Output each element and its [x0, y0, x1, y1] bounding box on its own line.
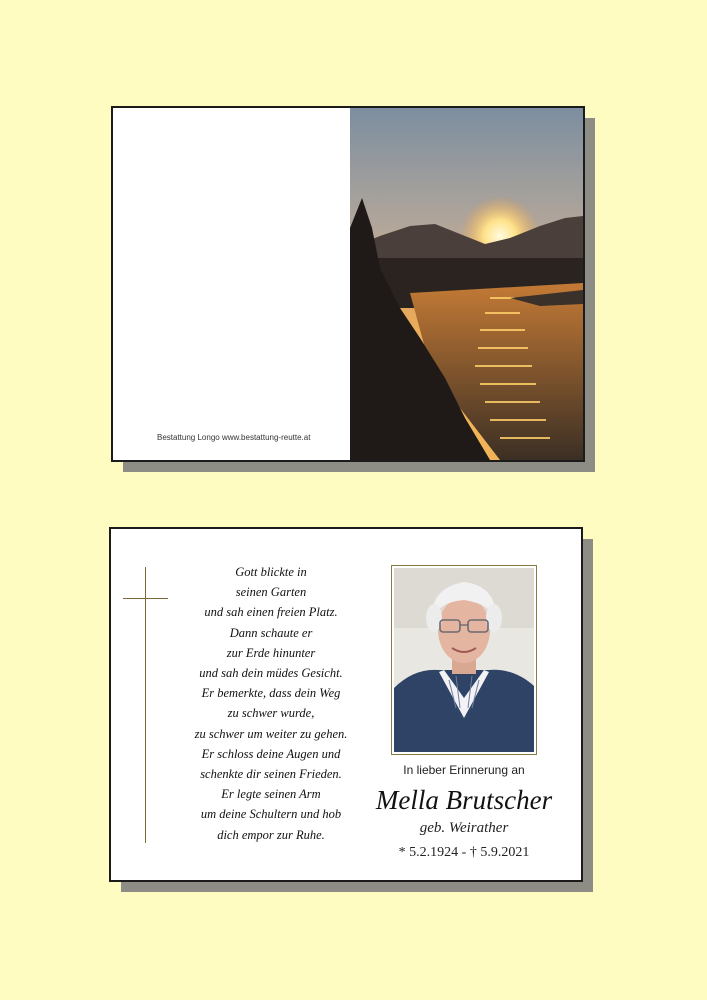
poem-line: und sah einen freien Platz. — [204, 605, 338, 620]
poem-line: zur Erde hinunter — [226, 645, 316, 660]
poem-line: Er legte seinen Arm — [221, 787, 321, 802]
poem-line: Er bemerkte, dass dein Weg — [201, 686, 341, 701]
poem-line: dich empor zur Ruhe. — [217, 827, 325, 842]
in-memory-line: In lieber Erinnerung an — [403, 763, 525, 777]
poem-line: zu schwer um weiter zu gehen. — [194, 726, 348, 741]
portrait-photo — [391, 565, 537, 755]
poem-line: zu schwer wurde, — [227, 706, 315, 721]
poem-line: Dann schaute er — [229, 625, 313, 640]
deceased-name: Mella Brutscher — [375, 785, 553, 815]
cross-horizontal-bar — [123, 598, 168, 599]
poem-line: Er schloss deine Augen und — [201, 746, 341, 761]
poem-line: Gott blickte in — [235, 565, 307, 579]
birth-name: geb. Weirather — [419, 820, 509, 836]
cross-vertical-bar — [145, 567, 146, 843]
funeral-home-imprint: Bestattung Longo www.bestattung-reutte.at — [157, 433, 311, 442]
back-card — [109, 527, 583, 882]
memorial-poem — [171, 562, 371, 845]
poem-line: seinen Garten — [235, 585, 307, 600]
front-card-blank-panel — [113, 108, 350, 460]
sunset-river-photo — [350, 108, 583, 460]
poem-line: und sah dein müdes Gesicht. — [199, 666, 343, 681]
front-card — [111, 106, 585, 462]
poem-line: um deine Schultern und hob — [200, 807, 342, 822]
life-dates: * 5.2.1924 - † 5.9.2021 — [398, 845, 530, 860]
poem-line: schenkte dir seinen Frieden. — [200, 767, 342, 782]
